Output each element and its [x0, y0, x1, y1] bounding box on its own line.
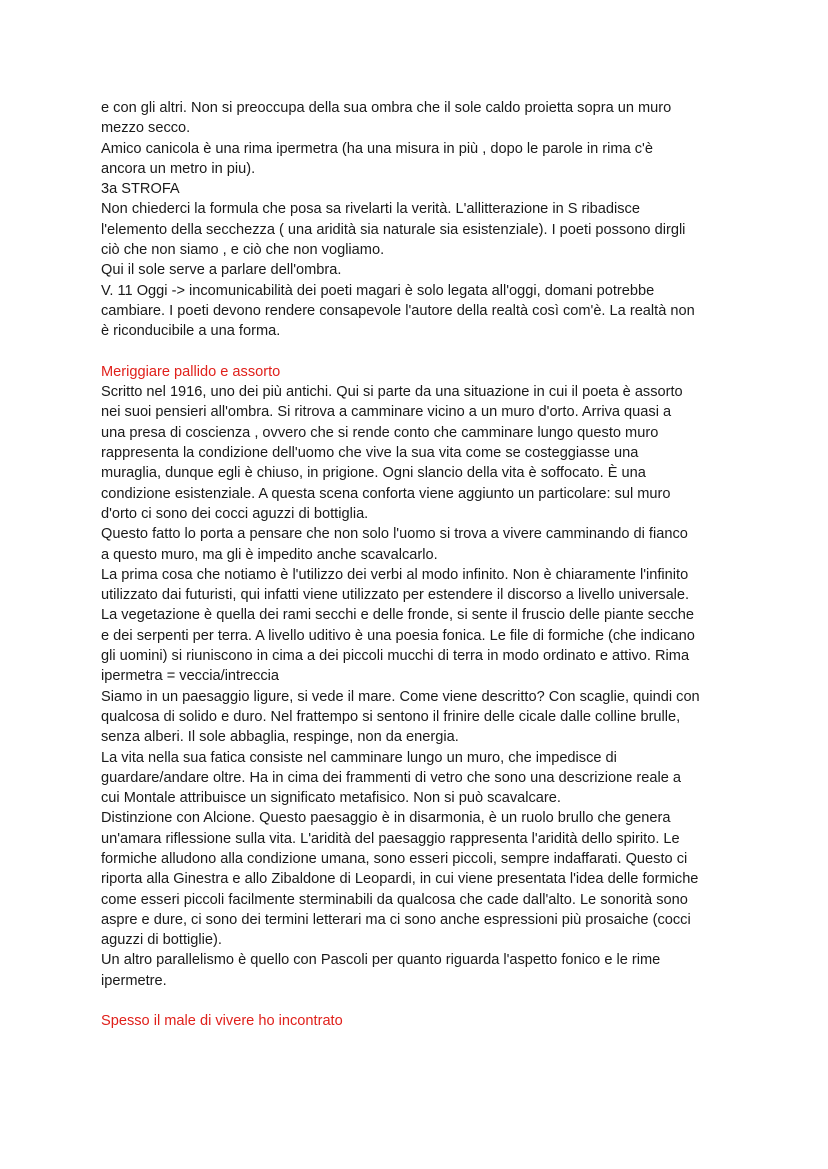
text-line: Scritto nel 1916, uno dei più antichi. Qui si parte da una situazione in cui il poeta è assorto	[101, 384, 683, 401]
text-line: senza alberi. Il sole abbaglia, respinge, non da energia.	[101, 729, 459, 746]
text-line: La vita nella sua fatica consiste nel camminare lungo un muro, che impedisce di	[101, 749, 617, 766]
text-line: un'amara riflessione sulla vita. L'aridità del paesaggio rappresenta l'aridità dello spirito. Le	[101, 830, 680, 847]
text-line: nei suoi pensieri all'ombra. Si ritrova a camminare vicino a un muro d'orto. Arriva quasi a	[101, 404, 672, 421]
text-line: ipermetre.	[101, 972, 167, 989]
text-line: è riconducibile a una forma.	[101, 323, 281, 340]
text-line: Non chiederci la formula che posa sa rivelarti la verità. L'allitterazione in S ribadisce	[101, 201, 640, 218]
text-line: utilizzato dai futuristi, qui infatti viene utilizzato per estendere il discorso a livello universale.	[101, 587, 690, 604]
text-line: Siamo in un paesaggio ligure, si vede il mare. Come viene descritto? Con scaglie, quindi con	[101, 688, 700, 705]
text-line: V. 11 Oggi -> incomunicabilità dei poeti magari è solo legata all'oggi, domani potrebbe	[101, 282, 655, 299]
text-line: condizione esistenziale. A questa scena conforta viene aggiunto un particolare: sul muro	[101, 485, 671, 502]
text-line: rappresenta la condizione dell'uomo che vive la sua vita come se costeggiasse una	[101, 445, 639, 462]
text-line: Amico canicola è una rima ipermetra (ha una misura in più , dopo le parole in rima c'è	[101, 140, 653, 157]
text-line: Un altro parallelismo è quello con Pascoli per quanto riguarda l'aspetto fonico e le rime	[101, 952, 661, 969]
text-line: 3a STROFA	[101, 181, 180, 198]
text-line: formiche alludono alla condizione umana, sono esseri piccoli, sempre indaffarati. Questo ci	[101, 850, 688, 867]
text-line: muraglia, dunque egli è chiuso, in prigione. Ogni slancio della vita è soffocato. È una	[101, 465, 646, 482]
text-line: Distinzione con Alcione. Questo paesaggio è in disarmonia, è un ruolo brullo che genera	[101, 810, 671, 827]
text-line: La prima cosa che notiamo è l'utilizzo dei verbi al modo infinito. Non è chiaramente l'infinito	[101, 566, 689, 583]
text-line: ipermetra = veccia/intreccia	[101, 668, 280, 685]
section-spacer	[101, 342, 741, 362]
text-line: e con gli altri. Non si preoccupa della sua ombra che il sole caldo proietta sopra un muro	[101, 100, 672, 116]
text-line: Questo fatto lo porta a pensare che non solo l'uomo si trova a vivere camminando di fianco	[101, 526, 688, 543]
text-line: La vegetazione è quella dei rami secchi e delle fronde, si sente il fruscio delle piante secche	[101, 607, 695, 624]
text-line: come esseri piccoli facilmente sterminabili da qualcosa che cade dall'alto. Le sonorità sono	[101, 891, 688, 908]
text-line: Qui il sole serve a parlare dell'ombra.	[101, 262, 342, 279]
text-line: riporta alla Ginestra e allo Zibaldone di Leopardi, in cui viene presentata l'idea delle formiche	[101, 871, 699, 888]
text-line: qualcosa di solido e duro. Nel frattempo si sentono il frinire delle cicale dalle colline brulle,	[101, 708, 681, 725]
text-line: mezzo secco.	[101, 120, 191, 137]
text-line: ciò che non siamo , e ciò che non vogliamo.	[101, 242, 385, 259]
section-heading: Spesso il male di vivere ho incontrato	[101, 1013, 343, 1030]
text-line: gli uomini) si riuniscono in cima a dei piccoli mucchi di terra in modo ordinato e attivo. Rima	[101, 648, 690, 665]
text-line: aspre e dure, ci sono dei termini letterari ma ci sono anche espressioni più prosaiche (cocci	[101, 911, 691, 928]
text-line: ancora un metro in piu).	[101, 160, 256, 177]
text-line: e dei serpenti per terra. A livello uditivo è una poesia fonica. Le file di formiche (che indicano	[101, 627, 695, 644]
section-spacer	[101, 991, 741, 1011]
document-page	[101, 98, 741, 1032]
text-line: cambiare. I poeti devono rendere consapevole l'autore della realtà così com'è. La realtà non	[101, 302, 695, 319]
text-line: cui Montale attribuisce un significato metafisico. Non si può scavalcare.	[101, 790, 561, 807]
text-line: una presa di coscienza , ovvero che si rende conto che camminare lungo questo muro	[101, 424, 659, 441]
section-heading: Meriggiare pallido e assorto	[101, 363, 281, 380]
text-line: l'elemento della secchezza ( una aridità sia naturale sia esistenziale). I poeti possono dirgli	[101, 221, 686, 238]
text-line: guardare/andare oltre. Ha in cima dei frammenti di vetro che sono una descrizione reale a	[101, 769, 682, 786]
text-line: d'orto ci sono dei cocci aguzzi di bottiglia.	[101, 505, 369, 522]
text-line: aguzzi di bottiglie).	[101, 932, 222, 949]
text-line: a questo muro, ma gli è impedito anche scavalcarlo.	[101, 546, 438, 563]
